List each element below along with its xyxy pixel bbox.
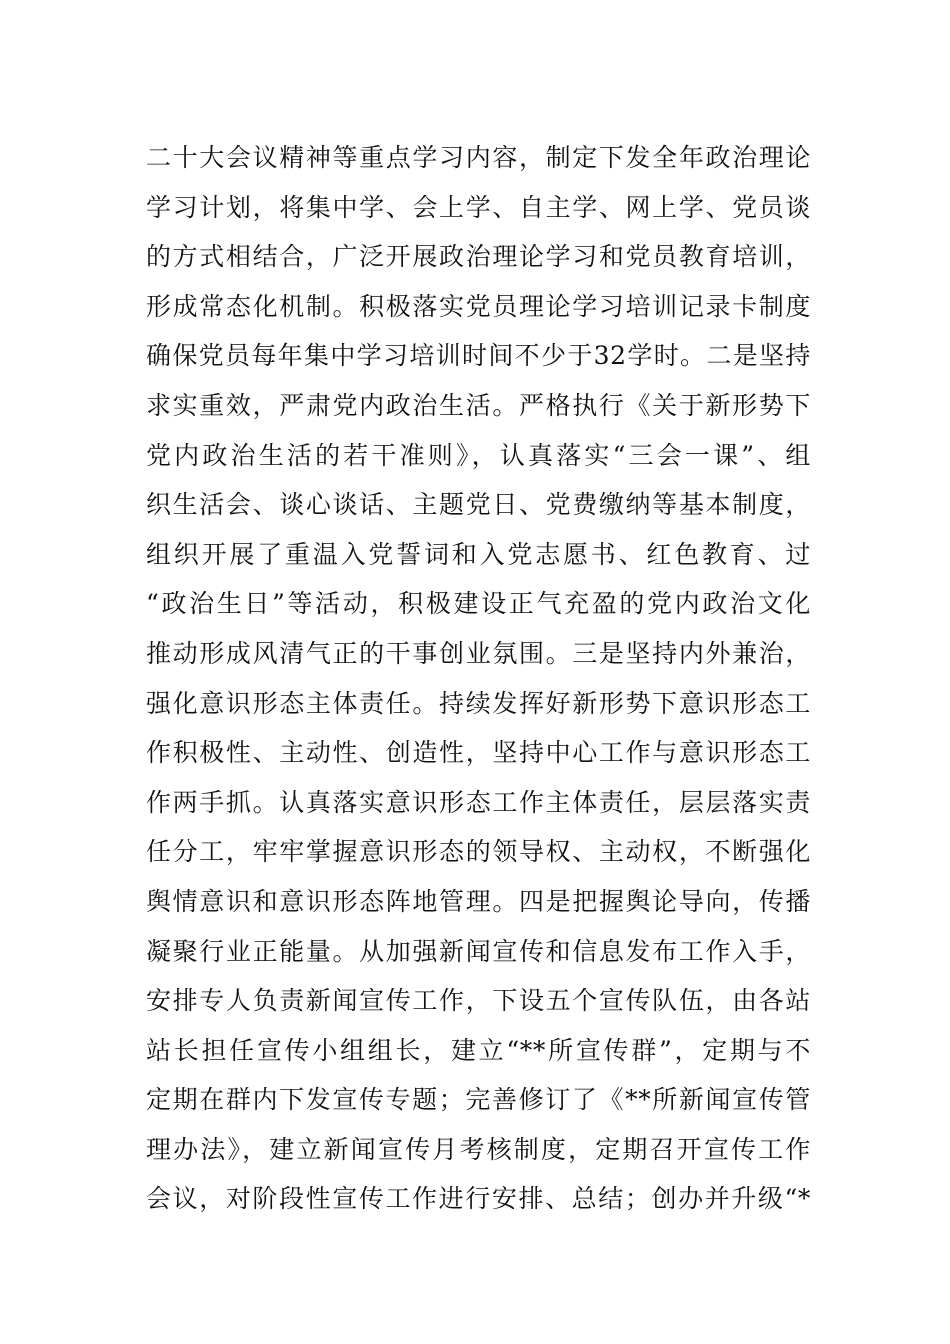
text-line: 形成常态化机制。积极落实党员理论学习培训记录卡制度: [146, 291, 811, 321]
text-line: 舆情意识和意识形态阵地管理。四是把握舆论导向，传播: [146, 886, 811, 916]
text-line: 理办法》，建立新闻宣传月考核制度，定期召开宣传工作: [146, 1134, 811, 1164]
text-line: 的方式相结合，广泛开展政治理论学习和党员教育培训，: [146, 242, 811, 272]
text-line: 组织开展了重温入党誓词和入党志愿书、红色教育、过: [146, 539, 811, 569]
text-line: 党内政治生活的若干准则》，认真落实“三会一课”、组: [146, 440, 811, 470]
text-line: 强化意识形态主体责任。持续发挥好新形势下意识形态工: [146, 688, 811, 718]
text-line: “政治生日”等活动，积极建设正气充盈的党内政治文化: [146, 589, 811, 619]
text-line: 任分工，牢牢掌握意识形态的领导权、主动权，不断强化: [146, 837, 811, 867]
text-line: 学习计划，将集中学、会上学、自主学、网上学、党员谈: [146, 192, 811, 222]
text-line: 站长担任宣传小组组长，建立“**所宣传群”，定期与不: [146, 1035, 811, 1065]
text-line: 作积极性、主动性、创造性，坚持中心工作与意识形态工: [146, 738, 811, 768]
text-line: 推动形成风清气正的干事创业氛围。三是坚持内外兼治，: [146, 638, 811, 668]
text-line: 求实重效，严肃党内政治生活。严格执行《关于新形势下: [146, 390, 811, 420]
text-line: 安排专人负责新闻宣传工作，下设五个宣传队伍，由各站: [146, 986, 811, 1016]
text-line: 会议，对阶段性宣传工作进行安排、总结；创办并升级“*: [146, 1184, 811, 1214]
text-line: 织生活会、谈心谈话、主题党日、党费缴纳等基本制度，: [146, 490, 811, 520]
text-line: 定期在群内下发宣传专题；完善修订了《**所新闻宣传管: [146, 1085, 811, 1115]
text-line: 作两手抓。认真落实意识形态工作主体责任，层层落实责: [146, 787, 811, 817]
text-line: 凝聚行业正能量。从加强新闻宣传和信息发布工作入手，: [146, 936, 811, 966]
text-line: 确保党员每年集中学习培训时间不少于32学时。二是坚持: [146, 341, 811, 371]
text-line: 二十大会议精神等重点学习内容，制定下发全年政治理论: [146, 143, 811, 172]
document-body: [146, 133, 811, 1224]
